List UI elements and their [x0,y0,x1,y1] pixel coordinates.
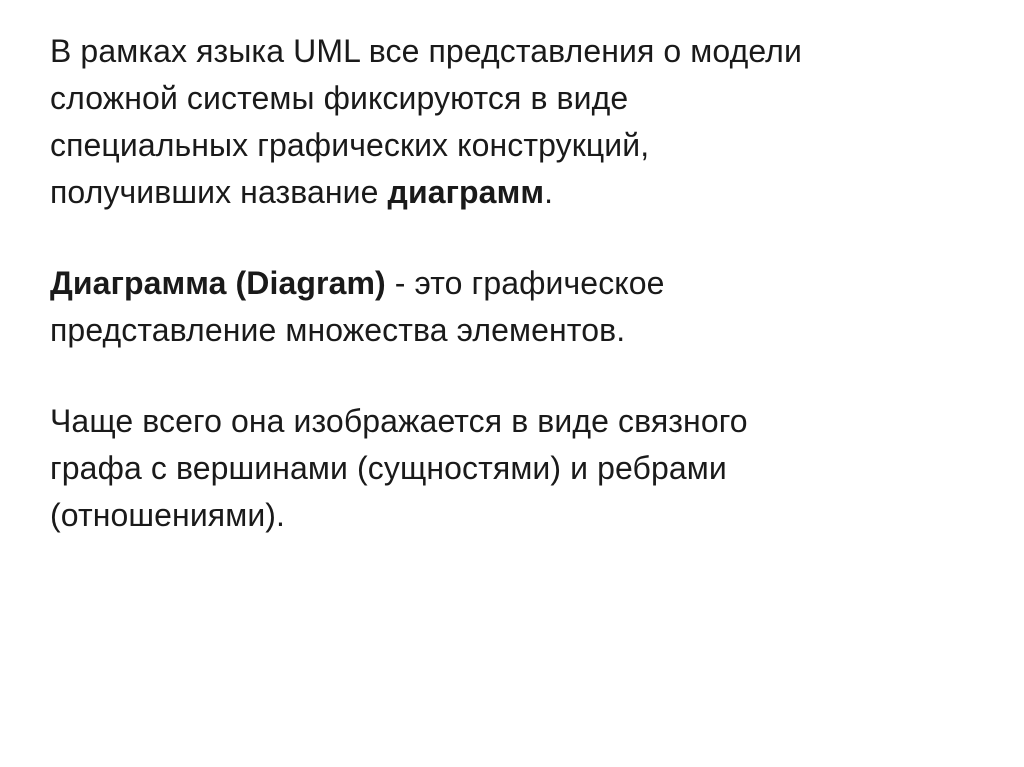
text-line: Чаще всего она изображается в виде связного [50,403,748,439]
paragraph-uml-representations [50,28,950,216]
term-diagrams: диаграмм [387,174,545,210]
text-line: получивших название [50,174,388,210]
text-line: графа с вершинами (сущностями) и ребрами [50,450,727,486]
text-punctuation: . [544,174,554,210]
text-line: специальных графических конструкций, [50,127,650,163]
paragraph-graph-description [50,398,950,539]
text-line: представление множества элементов. [50,312,626,348]
slide-body [50,28,950,539]
text-line: - это графическое [385,265,665,301]
paragraph-diagram-definition [50,260,950,354]
text-line: В рамках языка UML все представления о модели [50,33,802,69]
text-line: (отношениями). [50,497,286,533]
text-line: сложной системы фиксируются в виде [50,80,629,116]
term-diagram: Диаграмма (Diagram) [50,265,386,301]
